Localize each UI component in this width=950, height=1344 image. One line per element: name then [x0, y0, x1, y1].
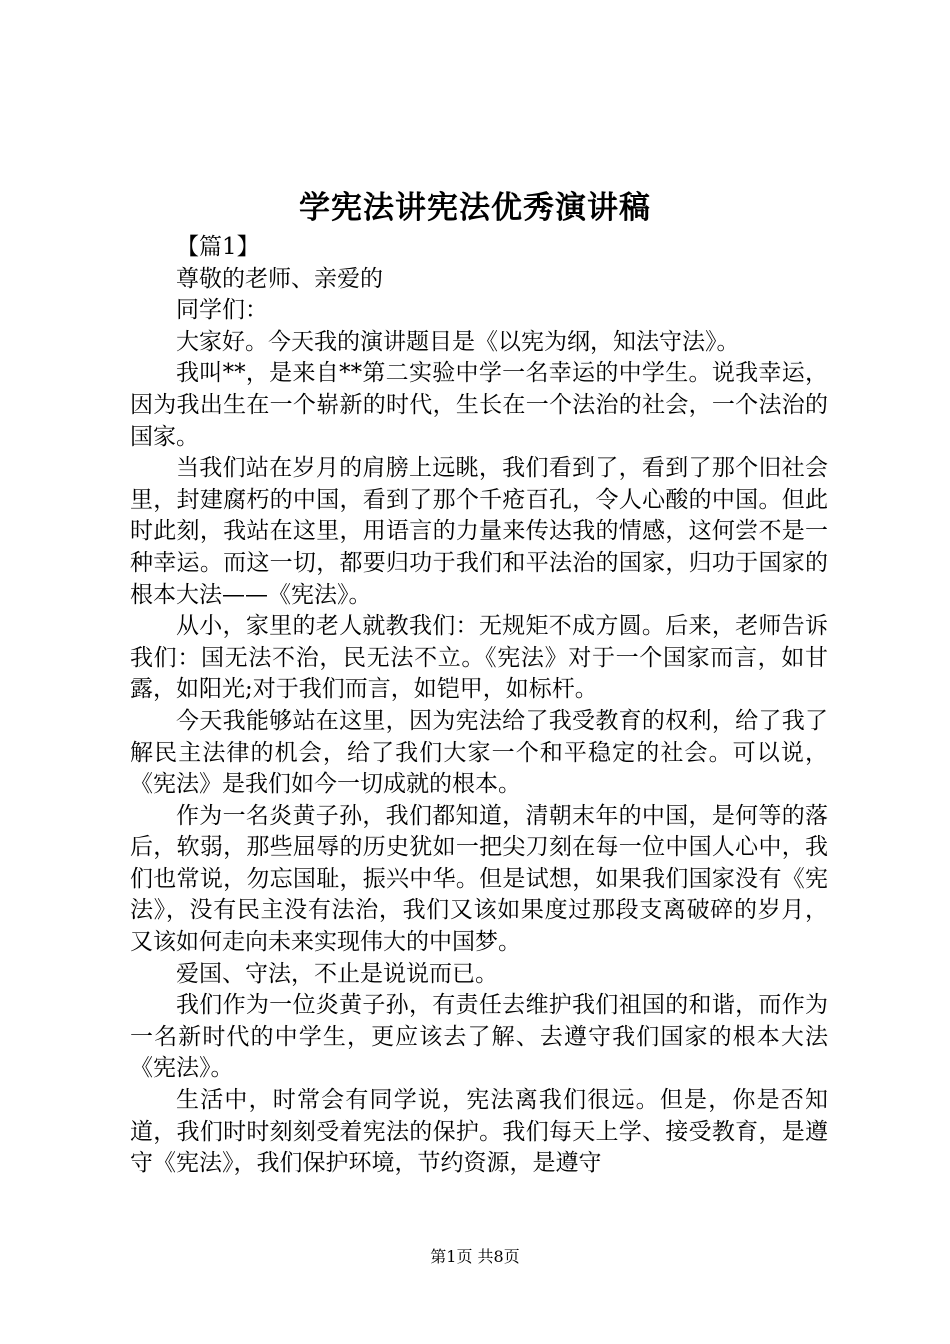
paragraph: 作为一名炎黄子孙，我们都知道，清朝末年的中国，是何等的落后，软弱，那些屈辱的历史犹如一把尖刀刻在每一位中国人心中，我们也常说，勿忘国耻，振兴中华。但是试想，如果我们国家没有《宪法》，没有民主没有法治，我们又该如果度过那段支离破碎的岁月，又该如何走向未来实现伟大的中国梦。 [130, 802, 828, 956]
salutation-line-2: 同学们： [176, 297, 268, 324]
paragraph: 生活中，时常会有同学说，宪法离我们很远。但是，你是否知道，我们时时刻刻受着宪法的保护。我们每天上学、接受教育，是遵守《宪法》，我们保护环境，节约资源，是遵守 [130, 1087, 828, 1177]
salutation-line-1: 尊敬的老师、亲爱的 [176, 265, 383, 292]
paragraph: 爱国、守法，不止是说说而已。 [176, 960, 498, 987]
page-footer: 第1页 共8页 [430, 1247, 520, 1266]
paragraph: 我们作为一位炎黄子孙，有责任去维护我们祖国的和谐，而作为一名新时代的中学生，更应该去了解、去遵守我们国家的根本大法《宪法》。 [130, 992, 828, 1082]
section-heading: 【篇1】 [176, 234, 260, 260]
paragraph: 今天我能够站在这里，因为宪法给了我受教育的权利，给了我了解民主法律的机会，给了我们大家一个和平稳定的社会。可以说，《宪法》是我们如今一切成就的根本。 [130, 707, 828, 798]
paragraph: 我叫**，是来自**第二实验中学一名幸运的中学生。说我幸运，因为我出生在一个崭新的时代，生长在一个法治的社会，一个法治的国家。 [130, 360, 828, 450]
document-title: 学宪法讲宪法优秀演讲稿 [299, 190, 651, 226]
paragraph: 从小，家里的老人就教我们：无规矩不成方圆。后来，老师告诉我们：国无法不治，民无法不立。《宪法》对于一个国家而言，如甘露，如阳光;对于我们而言，如铠甲，如标杆。 [130, 613, 828, 703]
paragraph: 当我们站在岁月的肩膀上远眺，我们看到了，看到了那个旧社会里，封建腐朽的中国，看到了那个千疮百孔，令人心酸的中国。但此时此刻，我站在这里，用语言的力量来传达我的情感，这何尝不是一种幸运。而这一切，都要归功于我们和平法治的国家，归功于国家的根本大法——《宪法》。 [130, 455, 828, 608]
paragraph: 大家好。今天我的演讲题目是《以宪为纲，知法守法》。 [176, 328, 740, 355]
document-body [130, 232, 828, 1180]
